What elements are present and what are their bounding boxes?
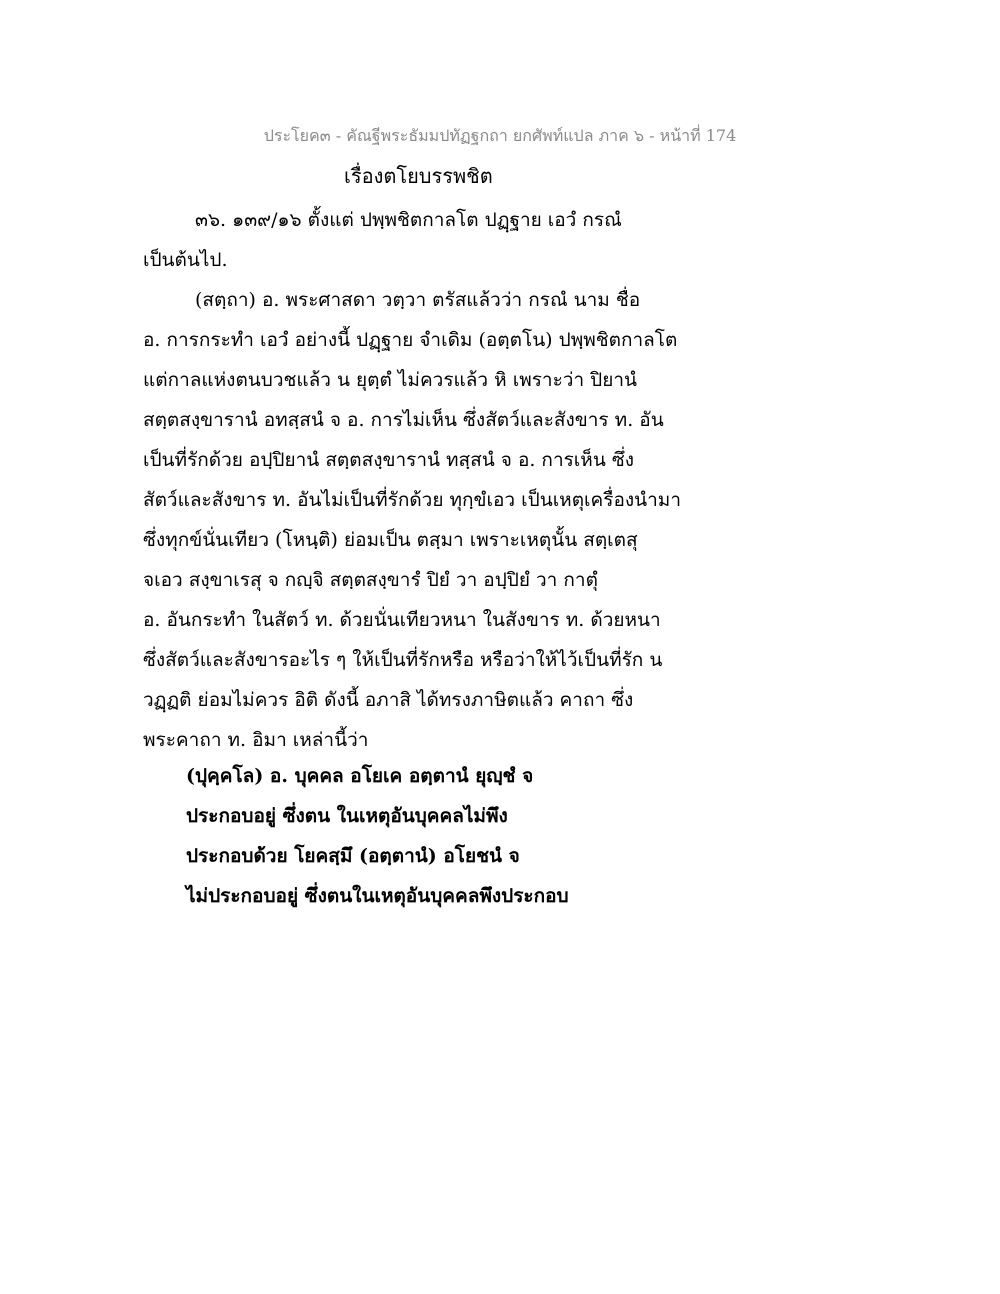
story-title: เรื่องตโยบรรพชิต xyxy=(344,164,493,188)
running-header: ประโยค๓ - คัณฐีพระธัมมปทัฏฐกถา ยกศัพท์แปล ภาค ๖ - หน้าที่ 174 xyxy=(263,126,737,145)
text-line: ซึ่งทุกข์นั่นเทียว (โหนฺติ) ย่อมเป็น ตสฺมา เพราะเหตุนั้น สตฺเตสุ xyxy=(143,529,638,551)
verse-block xyxy=(186,756,569,916)
text-line: จเอว สงฺขาเรสุ จ กญฺจิ สตฺตสงฺขารํ ปิยํ วา อปฺปิยํ วา กาตุํ xyxy=(143,569,598,591)
text-line: ๓๖. ๑๓๙/๑๖ ตั้งแต่ ปพฺพชิตกาลโต ปฏฺฐาย เอวํ กรณํ xyxy=(195,209,622,231)
text-line: อ. การกระทำ เอวํ อย่างนี้ ปฏฺฐาย จำเดิม (อตฺตโน) ปพฺพชิตกาลโต xyxy=(143,329,678,351)
text-line: (สตฺถา) อ. พระศาสดา วตฺวา ตรัสแล้วว่า กรณํ นาม ชื่อ xyxy=(195,289,641,311)
body-text xyxy=(143,200,733,760)
verse-line: ประกอบอยู่ ซึ่งตน ในเหตุอันบุคคลไม่พึง xyxy=(186,805,508,827)
text-line: เป็นต้นไป. xyxy=(143,249,228,271)
verse-line: (ปุคฺคโล) อ. บุคคล อโยเค อตฺตานํ ยุญฺชํ จ xyxy=(186,765,534,787)
text-line: พระคาถา ท. อิมา เหล่านี้ว่า xyxy=(143,729,369,751)
text-line: สตฺตสงฺขารานํ อทสฺสนํ จ อ. การไม่เห็น ซึ่งสัตว์และสังขาร ท. อัน xyxy=(143,409,664,431)
text-line: อ. อันกระทำ ในสัตว์ ท. ด้วยนั่นเทียวหนา ในสังขาร ท. ด้วยหนา xyxy=(143,609,661,631)
verse-line: ไม่ประกอบอยู่ ซึ่งตนในเหตุอันบุคคลพึงประกอบ xyxy=(186,885,569,907)
verse-line: ประกอบด้วย โยคสฺมึ (อตฺตานํ) อโยชนํ จ xyxy=(186,845,520,867)
text-line: ซึ่งสัตว์และสังขารอะไร ๆ ให้เป็นที่รักหรือ หรือว่าให้ไว้เป็นที่รัก น xyxy=(143,649,663,671)
text-line: แต่กาลแห่งตนบวชแล้ว น ยุตฺตํ ไม่ควรแล้ว หิ เพราะว่า ปิยานํ xyxy=(143,369,638,391)
text-line: สัตว์และสังขาร ท. อันไม่เป็นที่รักด้วย ทุกฺขํเอว เป็นเหตุเครื่องนำมา xyxy=(143,489,681,511)
text-line: วฏฺฏติ ย่อมไม่ควร อิติ ดังนี้ อภาสิ ได้ทรงภาษิตแล้ว คาถา ซึ่ง xyxy=(143,689,634,711)
text-line: เป็นที่รักด้วย อปฺปิยานํ สตฺตสงฺขารานํ ทสฺสนํ จ อ. การเห็น ซึ่ง xyxy=(143,449,635,471)
